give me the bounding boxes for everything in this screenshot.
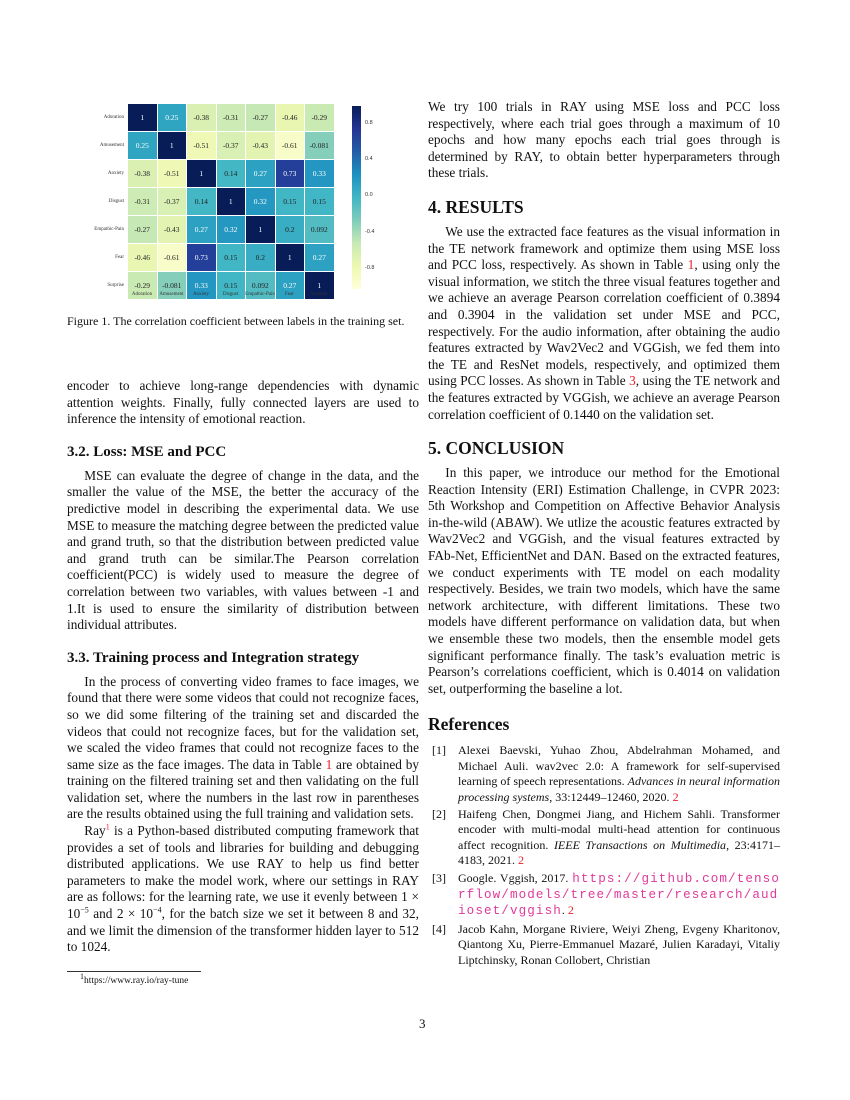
text: Alexei Baevski, Yuhao Zhou, Abdelrahman Mohamed, and Michael Auli. wav2vec 2.0: A framework for self-supervised learning of speech representations. — [458, 743, 780, 789]
heatmap-cell: 1 — [305, 272, 334, 299]
heatmap-cell: 0.092 — [305, 216, 334, 243]
colorbar-tick: -0.8 — [365, 265, 375, 271]
heatmap-column-label: Amusement — [159, 292, 184, 297]
heatmap-grid — [128, 104, 334, 299]
heatmap-row-label: Anxiety — [107, 171, 124, 176]
heatmap-cell: 0.27 — [187, 216, 216, 243]
paragraph-loss: MSE can evaluate the degree of change in the data, and the smaller the value of the MSE, the better the accuracy of the predictive model in describing the experimental data. We use MSE to measure the matching degree between the predicted value and grand truth, so that the distribution between predicted value and grand truth can be similar.The Pearson correlation coefficient(PCC) is widely used to measure the degree of correlation between two variables, with values between -1 and 1.It is used to ensure the similarity of distribution between individual attributes. — [67, 467, 419, 633]
heatmap-cell: -0.38 — [128, 160, 157, 187]
footnote — [80, 971, 189, 986]
heatmap-column-label: Adoration — [131, 292, 153, 297]
correlation-heatmap-figure — [90, 100, 400, 300]
reference-item — [428, 871, 780, 920]
heatmap-cell: 1 — [276, 244, 305, 271]
text: and 2 × 10 — [88, 906, 154, 922]
heatmap-cell: 0.092 — [246, 272, 275, 299]
heatmap-cell: -0.38 — [187, 104, 216, 131]
heatmap-cell: -0.43 — [158, 216, 187, 243]
heatmap-cell: -0.37 — [158, 188, 187, 215]
paragraph-trials: We try 100 trials in RAY using MSE loss and PCC loss respectively, where each trial goes through a maximum of 10 epochs and how many epochs each trial goes through is determined by RAY, to obtain better hyperparameters through these trials. — [428, 99, 780, 181]
text: are obtained by training on the filtered training set and then validating on the full validation set, where the numbers in the last row in parentheses are the results obtained using the full training and validation sets. — [67, 756, 420, 822]
heatmap-cell: 0.14 — [217, 160, 246, 187]
heatmap-column-label: Fear — [285, 292, 294, 297]
backref-link[interactable]: 2 — [567, 903, 574, 918]
heatmap-cell: 0.15 — [276, 188, 305, 215]
heatmap-row-label: Fear — [115, 255, 124, 260]
colorbar-tick: 0.8 — [365, 120, 373, 126]
heatmap-cell: 0.27 — [276, 272, 305, 299]
left-column — [67, 378, 419, 956]
exponent: −4 — [153, 905, 162, 915]
heatmap-row-label: Empathic-Pain — [94, 227, 124, 232]
text: Ray — [84, 823, 106, 839]
heatmap-cell: -0.61 — [276, 132, 305, 159]
table-ref-link[interactable]: 1 — [687, 257, 695, 273]
heatmap-cell: 1 — [158, 132, 187, 159]
url-link[interactable]: https://github.com/tensorflow/models/tree/master/research/audioset/vggish — [458, 871, 780, 919]
figure-caption: Figure 1. The correlation coefficient between labels in the training set. — [67, 314, 405, 328]
heatmap-cell: -0.081 — [158, 272, 187, 299]
heatmap-row-label: Adoration — [103, 115, 124, 120]
paragraph-conclusion: In this paper, we introduce our method for the Emotional Reaction Intensity (ERI) Estimation Challenge, in CVPR 2023: 5th Workshop and Competition on Affective Behavior Analysis in-the-wild (ABAW). We utlize the acoustic features extracted by Wav2Vec2 and VGGish, and the visual features extracted by FAb-Net, EfficientNet and DAN. Based on the extracted features, we conduct experiments with TE model on each modality respectively. Besides, we train two models, which have the same network architecture, with different limitations. These two models have different performance on validation data, but when we ensemble these two models, then the ensemble model gets significant performance finally. The task’s evaluation metric is Pearson’s correlations coefficient, which is 0.4014 on validation set, outperforming the baseline a lot. — [428, 465, 780, 696]
reference-number: [3] — [432, 870, 446, 885]
heatmap-cell: 1 — [128, 104, 157, 131]
reference-number: [2] — [432, 807, 446, 822]
paragraph-results — [428, 224, 780, 423]
backref-link[interactable]: 2 — [672, 789, 679, 804]
exponent: −5 — [80, 905, 89, 915]
heatmap-row-label: Surprise — [107, 283, 124, 288]
colorbar-tick: -0.4 — [365, 229, 375, 235]
footnote-number: 1 — [80, 971, 84, 981]
heatmap-cell: -0.31 — [217, 104, 246, 131]
heatmap-cell: 0.25 — [158, 104, 187, 131]
heatmap-cell: -0.51 — [158, 160, 187, 187]
heatmap-column-label: Disgust — [222, 292, 239, 297]
text: , using only the visual information, we stitch the three visual features together and we achieve an average Pearson correlation coefficient of 0.3894 and 0.3904 in the validation set under MSE and PCC, respectively. For the audio information, after obtaining the audio features extracted by Wav2Vec2 and VGGish, we fed them into the TE and ResNet models, respectively, and optimized them using PCC losses. As shown in Table — [428, 257, 780, 389]
heatmap-cell: 0.33 — [305, 160, 334, 187]
reference-text — [458, 871, 780, 920]
text: is a Python-based distributed computing framework that provides a set of tools and libraries for building and debugging distributed applications. We use RAY to help us find better parameters to make the model work, where our settings in RAY are as follows: for the learning rate, we use it evenly between 1 × 10 — [67, 823, 419, 922]
venue: IEEE Transactions on Multimedia — [553, 837, 727, 852]
section-heading-results: 4. RESULTS — [428, 196, 524, 217]
reference-number: [4] — [432, 921, 446, 936]
heatmap-cell: -0.31 — [128, 188, 157, 215]
heatmap-cell: -0.51 — [187, 132, 216, 159]
reference-text — [458, 743, 780, 805]
table-ref-link[interactable]: 1 — [325, 756, 333, 772]
reference-number: [1] — [432, 743, 446, 758]
page-number: 3 — [419, 1016, 426, 1031]
heatmap-cell: 0.15 — [305, 188, 334, 215]
heatmap-cell: -0.27 — [246, 104, 275, 131]
heatmap-row-label: Disgust — [108, 199, 124, 204]
text: We use the extracted face features as the visual information in the TE network framework and optimize them using MSE loss and PCC loss, respectively. As shown in Table — [428, 223, 780, 273]
heatmap-cell: 1 — [246, 216, 275, 243]
reference-text: Jacob Kahn, Morgane Riviere, Weiyi Zheng, Evgeny Kharitonov, Qiantong Xu, Pierre-Emmanuel Mazaré, Julien Karadayi, Vitaliy Liptchinsky, Ronan Collobert, Christian — [458, 921, 780, 967]
footnote-url[interactable]: https://www.ray.io/ray-tune — [84, 976, 189, 986]
text: . — [561, 903, 568, 918]
text: , for the batch size we set it between 8 and 32, and we limit the dimension of the transformer hidden layer to 512 to 1024. — [67, 906, 419, 955]
heatmap-cell: 0.32 — [246, 188, 275, 215]
footnote-ref-link[interactable]: 1 — [105, 822, 110, 832]
right-column — [428, 99, 780, 970]
section-heading-training: 3.3. Training process and Integration strategy — [67, 649, 360, 666]
heatmap-cell: 1 — [217, 188, 246, 215]
footnote-rule — [67, 971, 201, 972]
heatmap-cell: 0.2 — [276, 216, 305, 243]
text: , 23:4171–4183, 2021. — [458, 837, 780, 868]
backref-link[interactable]: 2 — [518, 853, 524, 868]
heatmap-cell: -0.46 — [128, 244, 157, 271]
venue: Advances in neural information processing systems — [458, 774, 780, 804]
text: Haifeng Chen, Dongmei Jiang, and Hichem Sahli. Transformer encoder with multi-modal multi-head attention for continuous affect recognition. — [458, 807, 780, 852]
colorbar-tick: 0.0 — [365, 192, 373, 198]
heatmap-cell: 1 — [187, 160, 216, 187]
paragraph-ray — [67, 823, 419, 956]
heatmap-cell: 0.27 — [305, 244, 334, 271]
heatmap-cell: 0.73 — [187, 244, 216, 271]
reference-item — [428, 743, 780, 805]
heatmap-cell: 0.27 — [246, 160, 275, 187]
heatmap-cell: 0.73 — [276, 160, 305, 187]
heatmap-cell: -0.081 — [305, 132, 334, 159]
heatmap-cell: 0.2 — [246, 244, 275, 271]
paragraph-encoder: encoder to achieve long-range dependencies with dynamic attention weights. Finally, fully connected layers are used to inference the intensity of emotional reaction. — [67, 378, 419, 427]
heatmap-cell: -0.43 — [246, 132, 275, 159]
reference-item — [428, 807, 780, 869]
heatmap-cell: 0.25 — [128, 132, 157, 159]
heatmap-cell: -0.46 — [276, 104, 305, 131]
heatmap-cell: -0.61 — [158, 244, 187, 271]
colorbar — [352, 106, 361, 289]
heatmap-cell: -0.27 — [128, 216, 157, 243]
heatmap-column-label: Anxiety — [192, 292, 210, 297]
paragraph-training — [67, 674, 419, 823]
table-ref-link[interactable]: 3 — [629, 373, 636, 389]
text: Google. Vggish, 2017. — [458, 870, 573, 885]
heatmap-cell: 0.15 — [217, 272, 246, 299]
heatmap-cell: 0.14 — [187, 188, 216, 215]
section-heading-references: References — [428, 714, 510, 735]
heatmap-cell: -0.29 — [305, 104, 334, 131]
heatmap-cell: -0.29 — [128, 272, 157, 299]
section-heading-conclusion: 5. CONCLUSION — [428, 438, 565, 459]
heatmap-cell: 0.32 — [217, 216, 246, 243]
heatmap-cell: -0.37 — [217, 132, 246, 159]
text: , 33:12449–12460, 2020. — [549, 789, 673, 804]
heatmap-row-label: Amusement — [99, 143, 124, 148]
text: , using the TE network and the features extracted by VGGish, we achieve an average Pearson correlation coefficient of 0.1440 on the validation set. — [428, 373, 780, 422]
reference-item — [428, 922, 780, 968]
reference-list — [428, 743, 780, 968]
reference-text — [458, 807, 780, 869]
heatmap-column-label: Surprise — [310, 292, 328, 297]
heatmap-column-label: Empathic-Pain — [245, 292, 275, 297]
text: In the process of converting video frames to face images, we found that there were some videos that could not recognize faces, so we did some filtering of the training set and discarded the videos that could not recognize faces, but for the validation set, we scaled the video frames that could not recognize faces to the same size as the face images. The data in Table — [67, 673, 419, 772]
colorbar-tick: 0.4 — [365, 156, 373, 162]
section-heading-loss: 3.2. Loss: MSE and PCC — [67, 443, 227, 460]
heatmap-cell: 0.15 — [217, 244, 246, 271]
heatmap-cell: 0.33 — [187, 272, 216, 299]
